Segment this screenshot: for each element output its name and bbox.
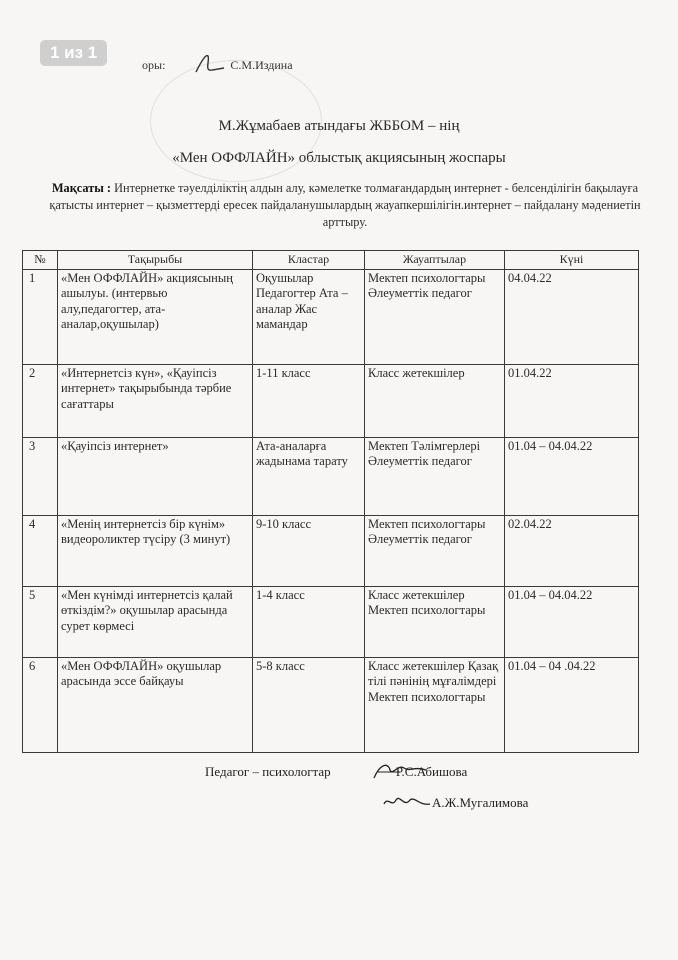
row-responsible: Класс жетекшілер Қазақ тілі пәнінің мұғалімдері Мектеп психологтары <box>365 657 505 752</box>
row-date: 01.04 – 04 .04.22 <box>505 657 639 752</box>
row-date: 02.04.22 <box>505 515 639 586</box>
header-topic: Тақырыбы <box>58 251 253 270</box>
header-date: Күні <box>505 251 639 270</box>
page-indicator: 1 из 1 <box>40 40 107 66</box>
row-number: 6 <box>23 657 58 752</box>
purpose-paragraph <box>40 180 650 231</box>
row-responsible: Класс жетекшілер <box>365 364 505 437</box>
row-responsible: Мектеп Тәлімгерлері Әлеуметтік педагог <box>365 437 505 515</box>
row-date: 01.04 – 04.04.22 <box>505 586 639 657</box>
row-classes: Ата-аналарға жадынама тарату <box>253 437 365 515</box>
footer-name-1: Р.С.Абишова <box>395 764 468 779</box>
document-title-line2: «Мен ОФФЛАЙН» облыстық акциясының жоспары <box>172 150 506 166</box>
row-responsible: Мектеп психологтары Әлеуметтік педагог <box>365 515 505 586</box>
table-row <box>23 515 639 586</box>
header-classes: Кластар <box>253 251 365 270</box>
table-header-row <box>23 251 639 270</box>
approval-signature <box>190 50 230 78</box>
row-number: 4 <box>23 515 58 586</box>
row-date: 04.04.22 <box>505 269 639 364</box>
row-number: 3 <box>23 437 58 515</box>
table-row <box>23 437 639 515</box>
signature-2 <box>380 790 432 814</box>
row-topic: «Интернетсіз күн», «Қауіпсіз интернет» тақырыбында тәрбие сағаттары <box>58 364 253 437</box>
row-classes: 9-10 класс <box>253 515 365 586</box>
row-classes: 1-4 класс <box>253 586 365 657</box>
table-row <box>23 586 639 657</box>
row-responsible: Мектеп психологтары Әлеуметтік педагог <box>365 269 505 364</box>
approval-label: оры: <box>142 58 166 72</box>
signature-1 <box>370 758 430 784</box>
row-number: 5 <box>23 586 58 657</box>
document-title-line1: М.Жұмабаев атындағы ЖББОМ – нің <box>218 118 460 134</box>
header-responsible: Жауаптылар <box>365 251 505 270</box>
row-topic: «Менің интернетсіз бір күнім» видеороликтер түсіру (3 минут) <box>58 515 253 586</box>
purpose-text: Интернетке тәуелділіктің алдын алу, кәмелетке толмағандардың интернет - белсенділігін бақылауға қатысты интернет – қызметтерді ересек пайдаланушылардың жауапкершілігін.интернет – пайдалану мәдениетін арттыру. <box>49 181 641 229</box>
row-number: 1 <box>23 269 58 364</box>
header-number: № <box>23 251 58 270</box>
row-topic: «Қауіпсіз интернет» <box>58 437 253 515</box>
row-topic: «Мен ОФФЛАЙН» оқушылар арасында эссе байқауы <box>58 657 253 752</box>
row-responsible: Класс жетекшілер Мектеп психологтары <box>365 586 505 657</box>
row-date: 01.04.22 <box>505 364 639 437</box>
row-date: 01.04 – 04.04.22 <box>505 437 639 515</box>
row-classes: 5-8 класс <box>253 657 365 752</box>
purpose-label: Мақсаты : <box>51 181 112 195</box>
table-row <box>23 269 639 364</box>
footer-name-2: А.Ж.Мугалимова <box>432 795 529 810</box>
row-topic: «Мен ОФФЛАЙН» акциясының ашылуы. (интервью алу,педагогтер, ата-аналар,оқушылар) <box>58 269 253 364</box>
footer-role: Педагог – психологтар <box>205 764 331 779</box>
plan-table <box>22 250 639 753</box>
table-row <box>23 364 639 437</box>
table-row <box>23 657 639 752</box>
footer-signatory-2 <box>432 795 528 811</box>
row-topic: «Мен күнімді интернетсіз қалай өткіздім?» оқушылар арасында сурет көрмесі <box>58 586 253 657</box>
approval-name: С.М.Издина <box>230 58 293 72</box>
row-classes: Оқушылар Педагогтер Ата –аналар Жас мамандар <box>253 269 365 364</box>
row-number: 2 <box>23 364 58 437</box>
row-classes: 1-11 класс <box>253 364 365 437</box>
